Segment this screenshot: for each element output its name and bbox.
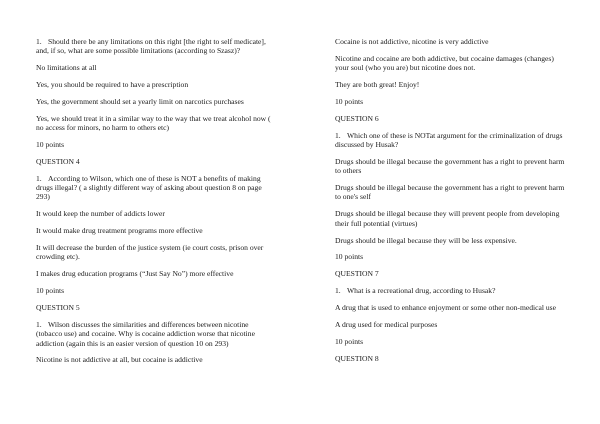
question-4-text: 1. According to Wilson, which one of these is NOT a benefits of making drugs illegal? ( a slightly different way of asking about question 8 on page 293) — [36, 173, 262, 202]
question-6-number: 1. — [335, 130, 341, 140]
question-3-number: 1. — [36, 37, 42, 46]
question-7-number: 1. — [335, 286, 341, 296]
question-6-text: 1. Which one of these is NOTat argument for the criminalization of drugs discussed by Husak? — [335, 130, 563, 150]
q4-option-3[interactable]: It will decrease the burden of the justice system (ie court costs, prison over crowding etc). — [36, 243, 264, 262]
question-4-title: QUESTION 4 — [36, 156, 80, 166]
q6-option-4[interactable]: Drugs should be illegal because they will be less expensive. — [335, 235, 517, 245]
q5-option-4[interactable]: They are both great! Enjoy! — [335, 80, 420, 90]
q4-points: 10 points — [36, 286, 65, 296]
question-7-text: 1. What is a recreational drug, according to Husak? — [335, 286, 496, 296]
q5-points: 10 points — [335, 96, 364, 106]
question-6-title: QUESTION 6 — [335, 113, 379, 123]
question-7-title: QUESTION 7 — [335, 269, 379, 279]
q6-option-3[interactable]: Drugs should be illegal because they will prevent people from developing their full potential (virtues) — [335, 209, 560, 228]
question-5-number: 1. — [36, 319, 42, 329]
q3-option-3[interactable]: Yes, the government should set a yearly limit on narcotics purchases — [36, 96, 244, 106]
q6-option-1[interactable]: Drugs should be illegal because the government has a right to prevent harm to others — [335, 156, 565, 176]
q6-points: 10 points — [335, 252, 364, 262]
right-column — [335, 37, 565, 371]
question-8-title: QUESTION 8 — [335, 353, 379, 363]
q3-option-1[interactable]: No limitations at all — [36, 63, 97, 73]
q3-option-2[interactable]: Yes, you should be required to have a prescription — [36, 80, 189, 90]
q7-points: 10 points — [335, 336, 364, 346]
q4-option-1[interactable]: It would keep the number of addicts lower — [36, 209, 165, 219]
q4-option-2[interactable]: It would make drug treatment programs more effective — [36, 226, 203, 236]
q5-option-2[interactable]: Cocaine is not addictive, nicotine is very addictive — [335, 37, 489, 46]
q7-option-1[interactable]: A drug that is used to enhance enjoyment or some other non-medical use — [335, 303, 557, 313]
q3-points: 10 points — [36, 140, 65, 150]
q6-option-2[interactable]: Drugs should be illegal because the government has a right to prevent harm to one's self — [335, 183, 565, 202]
q3-option-4[interactable]: Yes, we should treat it in a similar way to the way that we treat alcohol now ( no access for minors, no harm to others etc) — [36, 113, 271, 133]
q7-option-2[interactable]: A drug used for medical purposes — [335, 319, 438, 329]
question-4-number: 1. — [36, 173, 42, 183]
question-3-text: 1. Should there be any limitations on this right [the right to self medicate], and, if so, what are some possible limitations (according to Szasz)? — [36, 37, 266, 56]
q4-option-4[interactable]: I makes drug education programs (“Just Say No”) more effective — [36, 269, 234, 279]
question-5-text: 1. Wilson discusses the similarities and differences between nicotine (tobacco use) and cocaine. Why is cocaine addiction worse that nicotine addiction (again this is an easier version of question 10 on 293) — [36, 319, 255, 348]
q5-option-1[interactable]: Nicotine is not addictive at all, but cocaine is addictive — [36, 355, 203, 365]
left-column — [36, 37, 272, 372]
q5-option-3[interactable]: Nicotine and cocaine are both addictive, but cocaine damages (changes) your soul (who you are) but nicotine does not. — [335, 53, 554, 73]
question-5-title: QUESTION 5 — [36, 303, 80, 313]
